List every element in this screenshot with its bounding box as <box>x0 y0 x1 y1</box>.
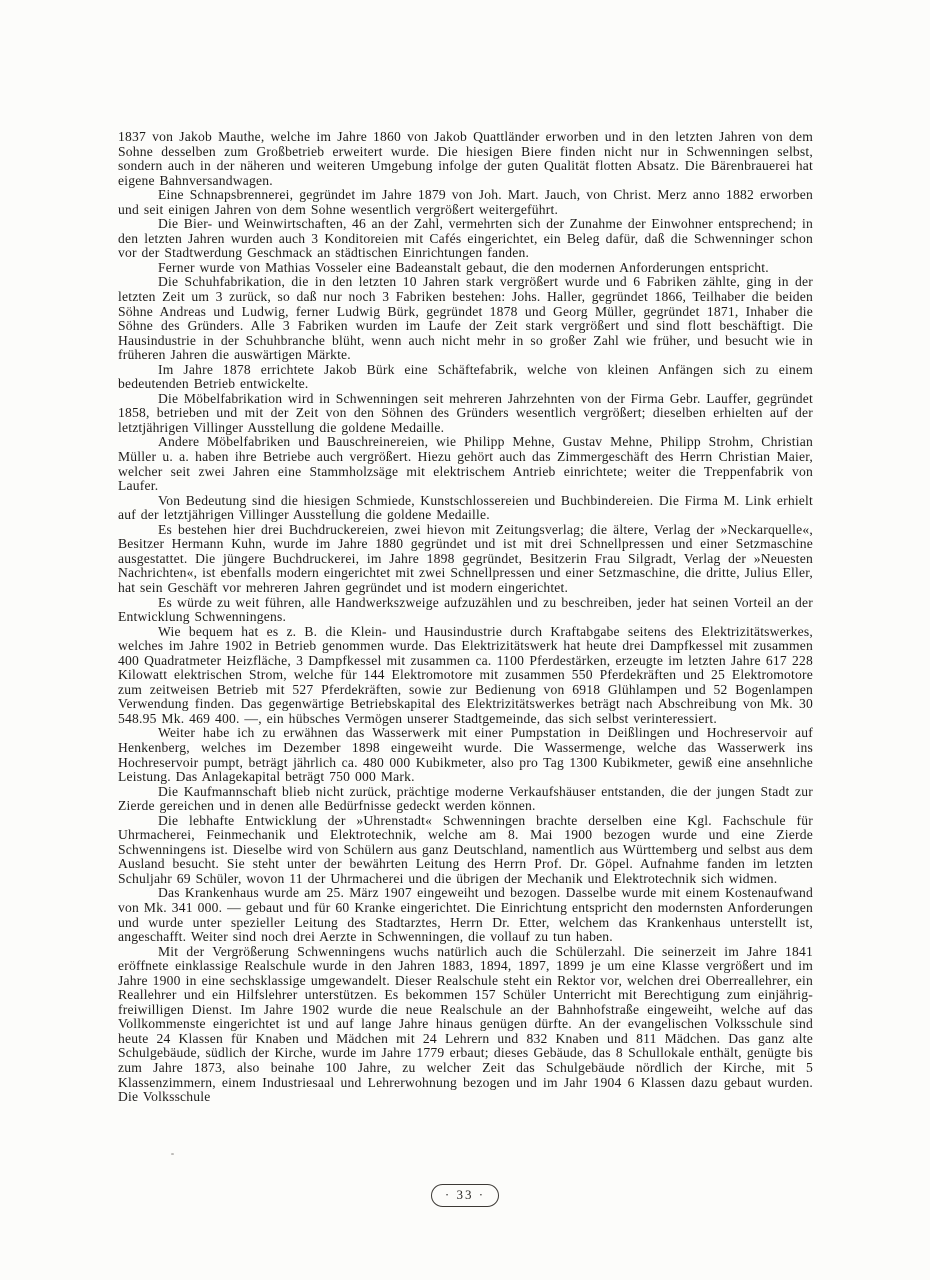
paragraph: Weiter habe ich zu erwähnen das Wasserwerk mit einer Pumpstation in Deißlingen und Hochreservoir auf Henkenberg, welches im Dezember 1898 eingeweiht wurde. Die Wassermenge, welche das Wasserwerk ins Hochreservoir pumpt, beträgt jährlich ca. 480 000 Kubikmeter, also pro Tag 1300 Kubikmeter, gewiß eine ansehnliche Leistung. Das Anlagekapital beträgt 750 000 Mark. <box>118 725 813 785</box>
paragraph: Eine Schnapsbrennerei, gegründet im Jahre 1879 von Joh. Mart. Jauch, von Christ. Merz anno 1882 erworben und seit einigen Jahren von dem Sohne wesentlich vergrößert weitergeführt. <box>118 187 813 217</box>
paragraph: Ferner wurde von Mathias Vosseler eine Badeanstalt gebaut, die den modernen Anforderungen entspricht. <box>158 259 769 275</box>
page-footer <box>0 1184 930 1207</box>
text-block <box>118 130 813 1105</box>
paragraph: Im Jahre 1878 errichtete Jakob Bürk eine Schäftefabrik, welche von kleinen Anfängen sich zu einem bedeutenden Betrieb entwickelte. <box>118 361 813 392</box>
paragraph: Von Bedeutung sind die hiesigen Schmiede, Kunstschlossereien und Buchbindereien. Die Firma M. Link erhielt auf der letztjährigen Villinger Ausstellung die goldene Medaille. <box>118 492 813 523</box>
paragraph: Die Möbelfabrikation wird in Schwenningen seit mehreren Jahrzehnten von der Firma Gebr. Lauffer, gegründet 1858, betrieben und mit der Zeit von den Söhnen des Gründers wesentlich vergrößert; dieselben erhielten auf der letztjährigen Villinger Ausstellung die goldene Medaille. <box>118 390 813 435</box>
paragraph: Das Krankenhaus wurde am 25. März 1907 eingeweiht und bezogen. Dasselbe wurde mit einem Kostenaufwand von Mk. 341 000. — gebaut und für 60 Kranke eingerichtet. Die Einrichtung entspricht den modernsten Anforderungen und wurde unter spezieller Leitung des Stadtarztes, Herrn Dr. Etter, welchem das Krankenhaus unterstellt ist, angeschafft. Weiter sind noch drei Aerzte in Schwenningen, die vollauf zu tun haben. <box>118 885 813 945</box>
paragraph: 1837 von Jakob Mauthe, welche im Jahre 1860 von Jakob Quattländer erworben und in den letzten Jahren von dem Sohne desselben zum Großbetrieb erweitert wurde. Die hiesigen Biere finden nicht nur in Schwenningen selbst, sondern auch in der näheren und weiteren Umgebung infolge der guten Qualität flotten Absatz. Die Bärenbrauerei hat eigene Bahnversandwagen. <box>118 129 813 188</box>
paragraph: Andere Möbelfabriken und Bauschreinereien, wie Philipp Mehne, Gustav Mehne, Philipp Strohm, Christian Müller u. a. haben ihre Betriebe auch vergrößert. Hiezu gehört auch das Zimmergeschäft des Herrn Christian Maier, welcher seit zwei Jahren eine Stammholzsäge mit elektrischem Antrieb einrichtete; weiter die Treppenfabrik von Laufer. <box>118 434 813 494</box>
paragraph: Die Kaufmannschaft blieb nicht zurück, prächtige moderne Verkaufshäuser entstanden, die der jungen Stadt zur Zierde gereichen und in denen alle Bedürfnisse gedeckt werden können. <box>118 783 813 814</box>
page-number-badge: · 33 · <box>431 1184 499 1207</box>
scan-speck-mark <box>171 1153 174 1155</box>
paragraph: Es würde zu weit führen, alle Handwerkszweige aufzuzählen und zu beschreiben, jeder hat seinen Vorteil an der Entwicklung Schwenningens. <box>118 594 813 625</box>
paragraph: Die Schuhfabrikation, die in den letzten 10 Jahren stark vergrößert wurde und 6 Fabriken zählte, ging in der letzten Zeit um 3 zurück, so daß nur noch 3 Fabriken bestehen: Johs. Haller, gegründet 1866, Teilhaber die beiden Söhne Andreas und Ludwig, ferner Ludwig Bürk, gegründet 1878 und Georg Müller, gegründet 1871, Inhaber die Söhne des Gründers. Alle 3 Fabriken wurden im Laufe der Zeit stark vergrößert und sind flott beschäftigt. Die Hausindustrie in der Schuhbranche blüht, wenn auch nicht mehr in so großer Zahl wie früher, und besucht wie in früheren Jahren die auswärtigen Märkte. <box>118 274 813 363</box>
paragraph: Es bestehen hier drei Buchdruckereien, zwei hievon mit Zeitungsverlag; die ältere, Verlag der »Neckarquelle«, Besitzer Hermann Kuhn, wurde im Jahre 1880 gegründet und ist mit drei Schnellpressen und einer Setzmaschine ausgestattet. Die jüngere Buchdruckerei, im Jahre 1898 gegründet, Besitzerin Frau Silgradt, Verlag der »Neuesten Nachrichten«, ist ebenfalls modern eingerichtet mit zwei Schnellpressen und einer Setzmaschine, die dritte, Julius Eller, hat sein Geschäft vor mehreren Jahren gegründet und ist modern eingerichtet. <box>118 521 813 595</box>
paragraph: Die Bier- und Weinwirtschaften, 46 an der Zahl, vermehrten sich der Zunahme der Einwohner entsprechend; in den letzten Jahren wurden auch 3 Konditoreien mit Cafés eingerichtet, ein Beleg dafür, daß die Schwenninger schon vor der Stadtwerdung Geschmack an städtischen Einrichtungen fanden. <box>118 216 813 261</box>
paragraph: Mit der Vergrößerung Schwenningens wuchs natürlich auch die Schülerzahl. Die seinerzeit im Jahre 1841 eröffnete einklassige Realschule wurde in den Jahren 1883, 1894, 1897, 1899 je um eine Klasse vergrößert und im Jahre 1900 in eine sechsklassige umgewandelt. Dieser Realschule steht ein Rektor vor, welchen drei Oberreallehrer, ein Reallehrer und ein Hilfslehrer unterstützen. Es bekommen 157 Schüler Unterricht mit Berechtigung zum einjährig-freiwilligen Dienst. Im Jahre 1902 wurde die neue Realschule an der Bahnhofstraße eingeweiht, welche auf das Vollkommenste eingerichtet ist und auf lange Jahre hinaus genügen dürfte. An der evangelischen Volksschule sind heute 24 Klassen für Knaben und Mädchen mit 24 Lehrern und 832 Knaben und 811 Mädchen. Das ganz alte Schulgebäude, südlich der Kirche, wurde im Jahre 1779 erbaut; dieses Gebäude, das 8 Schullokale enthält, genügte bis zum Jahre 1873, also beinahe 100 Jahre, zu welcher Zeit das Schulgebäude nördlich der Kirche, mit 5 Klassenzimmern, einem Industriesaal und Lehrerwohnung bezogen und im Jahr 1904 6 Klassen dazu gebaut wurden. Die Volksschule <box>118 943 813 1105</box>
paragraph: Die lebhafte Entwicklung der »Uhrenstadt« Schwenningen brachte derselben eine Kgl. Fachschule für Uhrmacherei, Feinmechanik und Elektrotechnik, welche am 8. Mai 1900 bezogen wurde und eine Zierde Schwenningens ist. Dieselbe wird von Schülern aus ganz Deutschland, namentlich aus Württemberg und selbst aus dem Ausland besucht. Sie steht unter der bewährten Leitung des Herrn Prof. Dr. Göpel. Aufnahme fanden im letzten Schuljahr 69 Schüler, wovon 11 der Uhrmacherei und die übrigen der Mechanik und Elektrotechnik sich widmen. <box>118 812 813 886</box>
paragraph: Wie bequem hat es z. B. die Klein- und Hausindustrie durch Kraftabgabe seitens des Elektrizitätswerkes, welches im Jahre 1902 in Betrieb genommen wurde. Das Elektrizitätswerk hat heute drei Dampfkessel mit zusammen 400 Quadratmeter Heizfläche, 3 Dampfkessel mit zusammen ca. 1100 Pferdestärken, erzeugte im letzten Jahre 617 228 Kilowatt elektrischen Strom, welche für 144 Elektromotore mit zusammen 550 Pferdekräften und 25 Elektromotore zum zeitweisen Betrieb mit 527 Pferdekräften, sowie zur Bedienung von 6918 Glühlampen und 52 Bogenlampen Verwendung finden. Das gegenwärtige Betriebskapital des Elektrizitätswerkes beträgt nach Abschreibung von Mk. 30 548.95 Mk. 469 400. —, ein hübsches Vermögen unserer Stadtgemeinde, das sich selbst verinteressiert. <box>118 623 813 726</box>
